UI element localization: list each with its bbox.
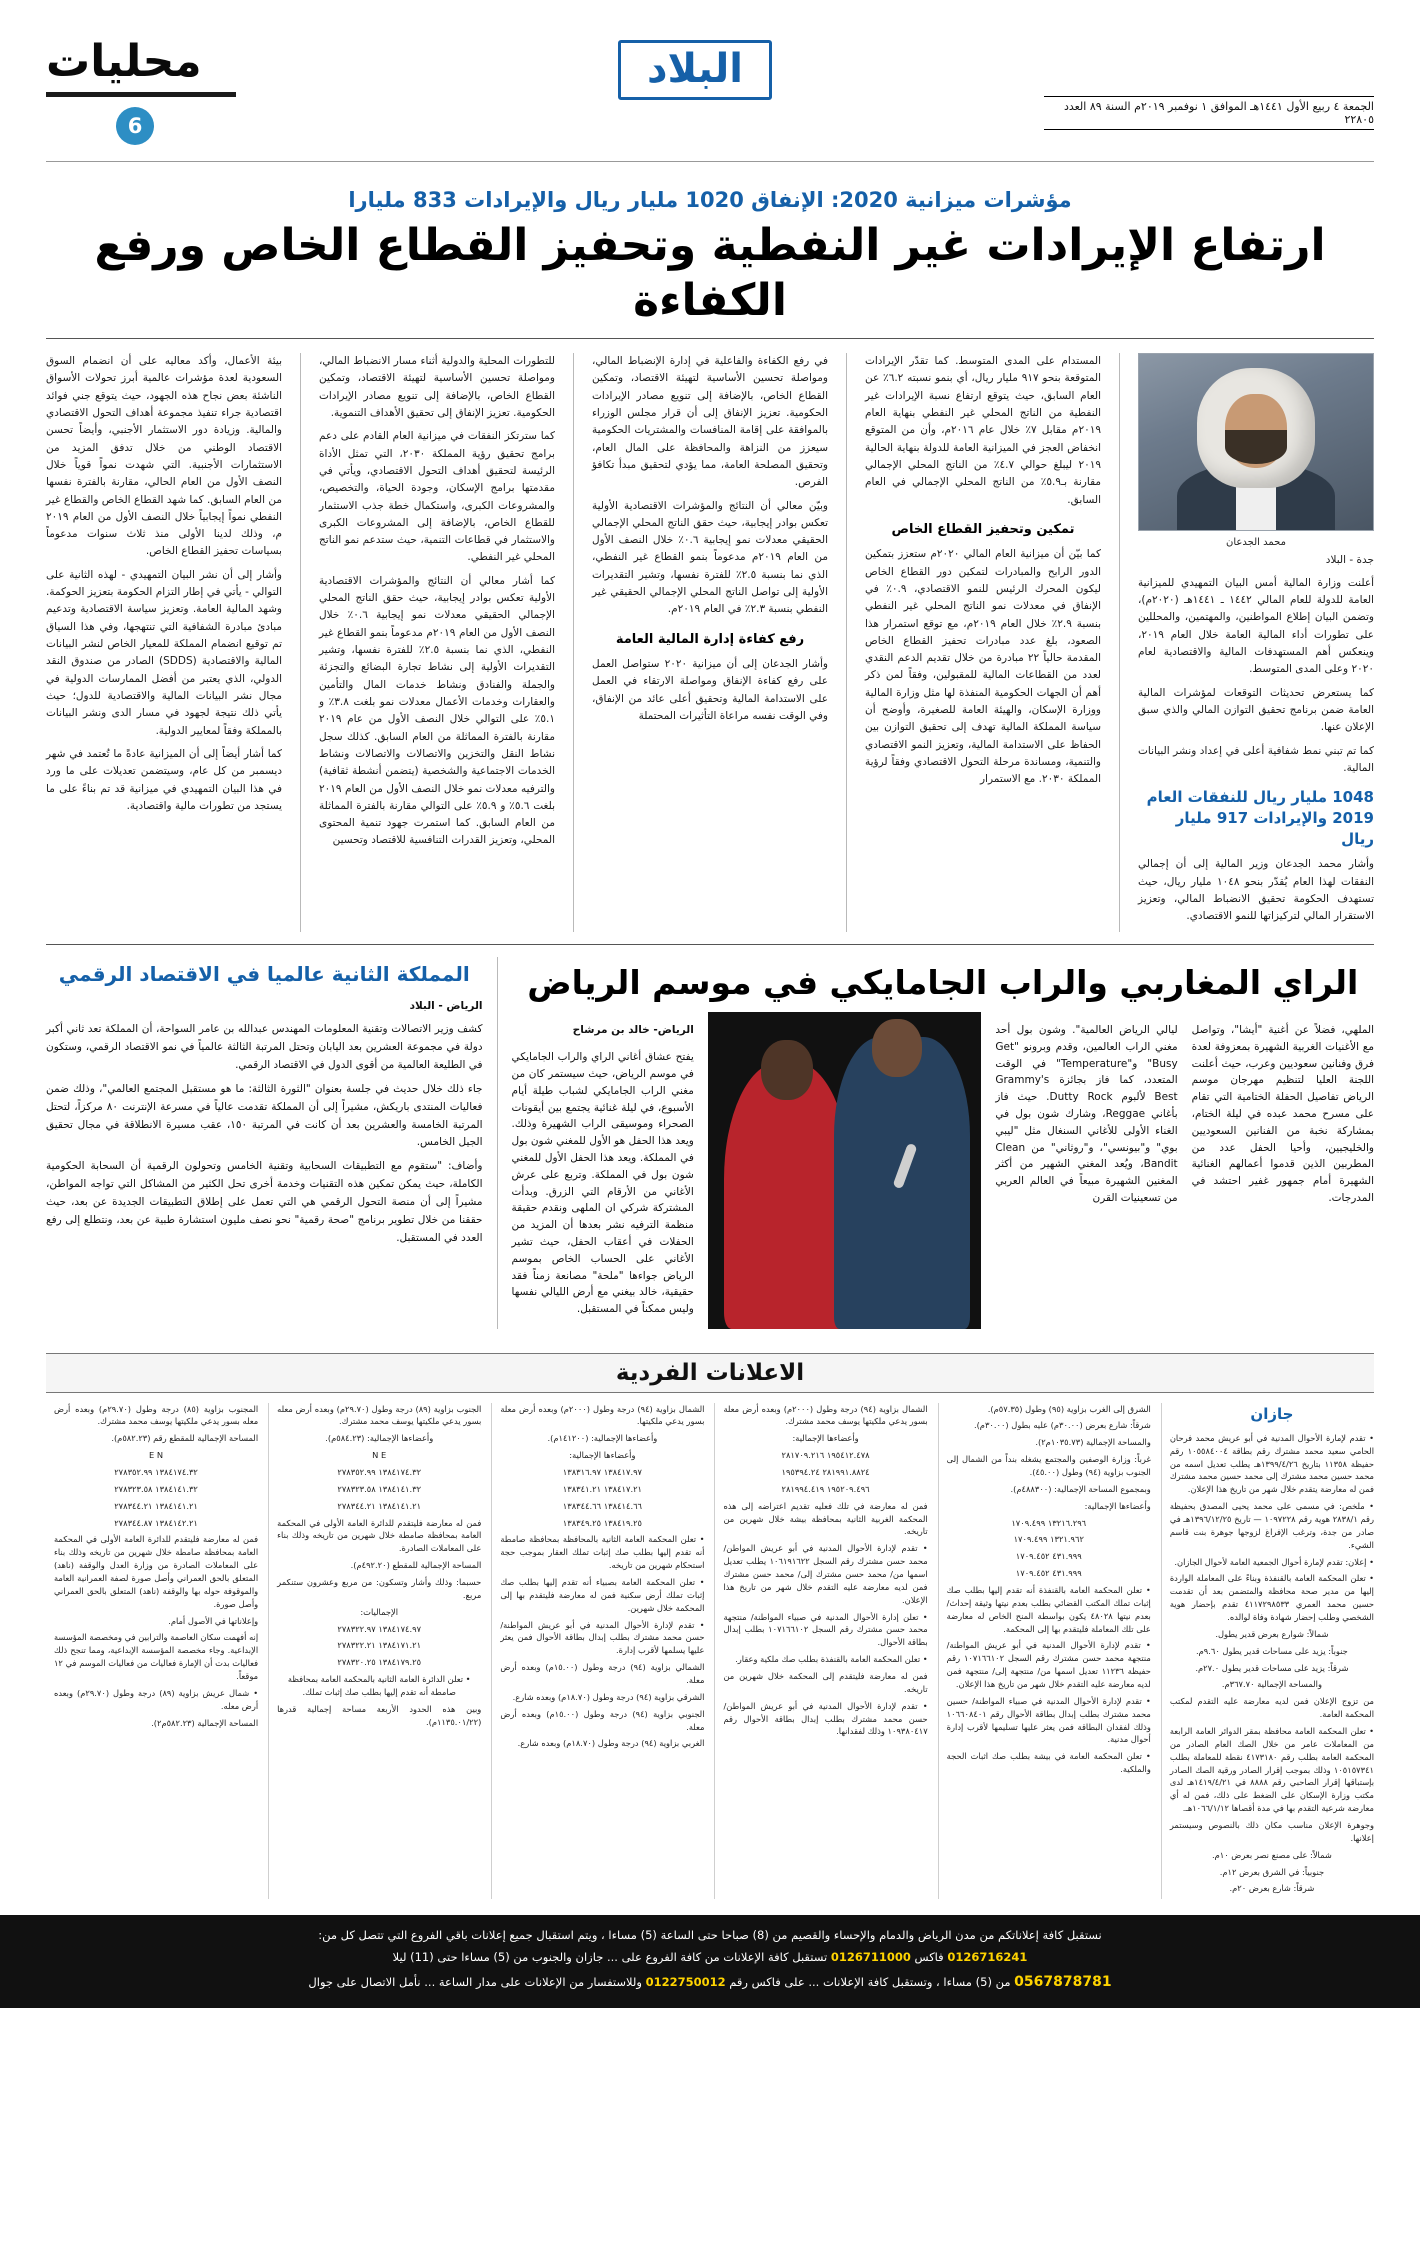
classified-item: ٤٣١.٩٩٩ ١٧٠٩.٤٥٢ (1015, 1568, 1082, 1579)
classifieds-column-3 (714, 1403, 927, 1900)
classified-item: المساحة الإجمالية للمقطع (٤٩٢.٢٠م). (350, 1560, 482, 1571)
lead-kicker: مؤشرات ميزانية 2020: الإنفاق 1020 مليار ريال والإيرادات 833 مليارا (348, 188, 1072, 212)
classified-item: ١٣٨٤١٤١.٣٢ ٢٧٨٣٢٣.٥٨ (114, 1483, 198, 1494)
classified-item: وبمجموع المساحة الإجمالية: (٤٨٨٣٠٠م). (1010, 1483, 1151, 1494)
page-number-badge: 6 (116, 107, 154, 145)
lead-p: كما بيّن أن ميزانية العام المالي ٢٠٢٠م ستعزز بتمكين الدور الرابح والمبادرات لتمكين دور القطاع الخاص ليكون المحرك الرئيس للنمو الاقتصادي، ٠.٩٪ في الإنفاق في معدلات نمو الناتج المحلي غير النفطي بنسبة ٢.٩٪ خلال العام ٢٠١٩م، مع توقع استمرار هذا الصعود، بلغ عدد مبادرات تحفيز القطاع الخاص المقدمة حالياً ٢٢ مبادرة من خلال تقديم الدعم النقدي لعدد من القطاعات المالية للمقبولين، وفقاً لمن ذكر أهم أن الجهات الحكومية المنفذة لها مثل وزارة المالية ووزارة الإسكان، والهيئة العامة للصغيرة، وأوضح أن سياسة المملكة المالية تهدف إلى تحقيق التوازن بين الحفاظ على الاستدامة المالية، وتعزيز النمو الاقتصادي والتنمية، ومساندة مرحلة التحول الاقتصادي وفقاً لرؤية المملكة ٢٠٣٠. مع الاستمرار (865, 548, 1102, 786)
classified-item: N E (372, 1450, 387, 1461)
footer-fax-1[interactable]: 0126711000 (830, 1950, 911, 1965)
logo-box (618, 40, 772, 100)
column-separator (1119, 353, 1120, 932)
classified-item: والمساحة الإجمالية (١٠٣٥.٧٣م٢). (1035, 1437, 1151, 1448)
singer-red-figure (724, 1062, 850, 1328)
digital-headline: المملكة الثانية عالميا في الاقتصاد الرقمي (58, 961, 470, 986)
lead-p: وأشار محمد الجدعان وزير المالية إلى أن إجمالي النفقات لهذا العام يُقدّر بنحو ١٠٤٨ مليار ريال، حيث تستهدف الحكومة تحقيق الانضباط المالي، وتعزيز الاستقرار المالي لتركيزاتها للنمو الاقتصادي. (1138, 858, 1375, 923)
classified-item: ١٣٨٤١٧٤.٣٢ ٢٧٨٣٥٢.٩٩ (337, 1466, 422, 1477)
classified-item: ١٣٨٤١٧.٢١ ١٣٨٣٤١.٢١ (562, 1483, 643, 1494)
classifieds-region-head: جازان (1250, 1404, 1294, 1423)
entertainment-column-1 (1192, 1012, 1374, 1329)
classified-item: • تعلن المحكمة العامة في بيشة بطلب صك اثبات الحجة والملكية. (946, 1751, 1151, 1775)
classified-item: غرباً: وزارة الوصفين والمجتمع يشغله بنداً من الشمال إلى الجنوب بزاوية (٩٤) وطول (٤٥.٠٠). (946, 1454, 1151, 1477)
classified-item: ١٣٨٤١٧٤.٩٧ ٢٧٨٣٢٢.٩٧ (337, 1623, 422, 1634)
classifieds-title: الاعلانات الفردية (46, 1353, 1374, 1393)
minister-photo-block (1138, 353, 1374, 552)
lead-p: وأشار إلى أن نشر البيان التمهيدي - لهذه الثانية على التوالي - يأتي في إطار التزام الحكومة بتعزيز الحوكمة. وشهد المالية العامة. وتعزيز سياسة الاقتصادية وتدعيم مبادئ مبادرة الشفافية التي تنتهجها، وفي هذا السياق تم توقيع انضمام المملكة للمعيار الخاص لنشر البيانات المالية والاقتصادية (SDDS) الصادر من صندوق النقد الدولي، الذي يعتبر من أفضل الممارسات الدولية في مجال نشر البيانات المالية والاقتصادية للدول؛ حيث يأتي ذلك نتيجة لجهود في مسار الدى ونشر البيانات بالمملكة وفقاً لمعايير الدولية. (46, 568, 282, 737)
classifieds-grid (46, 1403, 1374, 1900)
lead-subhead: رفع كفاءة إدارة المالية العامة (615, 631, 805, 647)
classified-item: ١٣٨٤١٧.٩٧ ١٣٨٣١٦.٩٧ (562, 1466, 643, 1477)
classified-item: جنوبياً: في الشرق بعرض ١٢م. (1219, 1866, 1325, 1877)
footer-contact-bar (0, 1915, 1420, 2007)
classified-item: وأعضاءها الإجمالية: (1084, 1500, 1151, 1511)
digital-p: كشف وزير الاتصالات وتقنية المعلومات المهندس عبدالله بن عامر السواحة، أن المملكة تعد ثاني أكبر دولة في مجموعة العشرين بعد اليابان وتحتل المرتبة الثالثة عالمياً في نمو الاقتصاد الرقمي، وستكون في الطليعة العالمية من أقوى الدول في الاقتصاد الرقمي. (45, 1023, 483, 1072)
classified-item: • تقدم لإدارة الأحوال المدنية في صبياء المواطنة/ حسين محمد مشترك بطلب إبدال بطاقة الأحوال رقم ١٠٦٦٠٨٤٠١ وذلك لفقدان البطاقة فمن يعثر عليها تسليمها لأقرب إدارة أحوال مدنية. (946, 1695, 1151, 1745)
classified-item: من تزوج الإعلان فمن لديه معارضة عليه التقدم لمكتب المحكمة العامة. (1169, 1696, 1374, 1720)
lead-p: للتطورات المحلية والدولية أثناء مسار الانضباط المالي، ومواصلة تحسين الأساسية لتهيئة الاقتصاد، وتمكين القطاع الخاص، بالإضافة إلى تنويع مصادر الإيرادات الحكومية. تعزيز الإنفاق إلى تحقيق الأهداف التنموية. (319, 355, 555, 419)
lead-column-3 (592, 353, 828, 932)
lead-p: كما أشار أيضاً إلى أن الميزانية عادةً ما تُعتمد في شهر ديسمبر من كل عام، وسيتضمن تعديلات على ما ورد في هذا البيان التمهيدي في ميزانية قد تم بناءً على ما يستجد من تطورات مالية واقتصادية. (46, 747, 282, 812)
classified-item: ١٣٨٤١٧٩.٢٥ ٢٧٨٣٢٠.٢٥ (337, 1657, 422, 1668)
photo-caption: محمد الجدعان (1226, 537, 1286, 548)
classified-item: فمن له معارضة فليتقدم للدائرة العامة الأولى في المحكمة العامة بمحافظة صامطة خلال شهرين من تاريخه وذلك بناء على المعاملات الصادرة من وزارة العدل والوقفة (ناهد) المتعلق بالحق العمراني وأصل صورة لصفة العمرانية العامة والموقوفة حوله بها والوقفة (ناهد) المتعلق بالحق العمراني وأصل صورة. (53, 1534, 259, 1609)
classified-item: ١٣٨٤١٧٤.٣٢ ٢٧٨٣٥٢.٩٩ (114, 1466, 198, 1477)
footer-phone-2[interactable]: 0567878781 (1014, 1973, 1112, 1990)
lead-p: كما سترتكز النفقات في ميزانية العام القادم على دعم برامج تحقيق رؤية المملكة ٢٠٣٠، التي تمثل الأداة الرئيسة لتحقيق أهداف التحول الاقتصادي، ويأتي في مقدمتها برامج الإسكان، وجودة الحياة، والتخصيص، والمشروعات الكبرى، واستكمال خطة جذب الاستثمار للقطاع الخاص، بالإضافة إلى المشروعات الكبرى والاستثمار في قطاعات التنمية، حيث ستدعم نمو الناتج المحلي غير النفطي. (319, 430, 555, 564)
lead-p: المستدام على المدى المتوسط. كما تقدّر الإيرادات المتوقعة بنحو ٩١٧ مليار ريال، أي بنمو نسبته ٦.٢٪ عن العام السابق، حيث يتوقع ارتفاع نسبة الإيرادات غير النفطية من الناتج المحلي غير النفطي بنهاية العام ٢٠١٩م مقابل ٧٪ خلال عام ٢٠١٦م، وأن من المتوقع انخفاض العجز في الميزانية العامة للدولة بنهاية الحالية ٢٠١٩ ليبلغ حوالي ٤.٧٪ من الناتج المحلي الإجمالي مقارنة بـ٥.٩٪ من الناتج المحلي الإجمالي في العام السابق. (865, 355, 1101, 506)
classified-item: ١٣٨٤١٤١.٢١ ٢٧٨٣٤٤.٢١ (337, 1500, 422, 1511)
classified-item: وأعضاءها الإجمالية: (569, 1450, 636, 1461)
classified-item: • تقدم لإدارة الأحوال المدنية في أبو عريش المواطنة/ حسن محمد مشترك بطلب إبدال بطاقة الأحوال فمن يعثر عليها يسلمها لأقرب إدارة. (500, 1619, 705, 1656)
footer-line-4-text: وللاستفسار من الإعلانات على مدار الساعة ... نأمل الاتصال على جوال (308, 1974, 642, 1989)
footer-line-3-text: من (5) مساءا ، وتستقبل كافة الإعلانات ... على فاكس رقم (729, 1974, 1011, 1989)
classified-item: وبين هذه الحدود الأربعة مساحة إجمالية قدرها (١١٣٥.٠١/٢٢م). (277, 1703, 482, 1727)
classified-item: • ملخص: في مسمى على محمد يحيى المصدق بحفيظة رقم ٢٨٣٨/١ هوية رقم ١٠٩٧٢٢٨ — تاريخ ١٣٩٦/١٢/٢٥هـ في صادر من جدة، وترغب الإفراغ لزوجها جوهرة بنت قاسم الشيء. (1169, 1501, 1374, 1550)
classified-item: شرقاً: يزيد على مساحات قدير يطول ٢٧.٠م. (1195, 1662, 1349, 1673)
classifieds-column-2 (938, 1403, 1151, 1900)
footer-phone-1[interactable]: 0126716241 (947, 1950, 1028, 1965)
digital-byline: الرياض - البلاد (409, 999, 483, 1012)
lead-p: جدة - البلاد (1325, 553, 1374, 566)
classified-item: فمن له معارضة في تلك فعليه تقديم اعتراضه إلى هذه المحكمة الغربية الثانية بمحافظة بيشة خلال شهرين من تاريخه. (723, 1500, 928, 1537)
lead-subhead: تمكين وتحفيز القطاع الخاص (891, 521, 1075, 537)
lead-column-4 (319, 353, 555, 932)
dateline: الجمعة ٤ ربيع الأول ١٤٤١هـ الموافق ١ نوفمبر ٢٠١٩م السنة ٨٩ العدد ٢٢٨٠٥ (1044, 96, 1374, 130)
classified-item: ٤٣١.٩٩٩ ١٧٠٩.٤٥٢ (1015, 1551, 1082, 1562)
classified-item: الشرقي بزاوية (٩٤) درجة وطول (١٨.٧٠م) وبعده شارع. (512, 1691, 705, 1702)
classifieds-column-5 (268, 1403, 481, 1900)
lead-subhead-blue: 1048 مليار ريال للنفقات العام 2019 والإيرادات 917 مليار ريال (1146, 788, 1374, 849)
lead-p: وبيّن معالي أن النتائج والمؤشرات الاقتصادية الأولية تعكس بوادر إيجابية، حيث حقق الناتج المحلي الإجمالي الحقيقي معدلات نمو إيجابية ٠.٦٪ خلال النصف الأول من العام ٢٠١٩م مدعوماً بنمو القطاع غير النفطي، الذي نما بنسبة ٢.٥٪ للفترة نفسها، وتشير التقديرات الأولية إلى تواصل الناتج المحلي الإجمالي الحقيقي غير النفطي بنسبة ٢.٣٪ في العام ٢٠١٩م. (592, 499, 828, 616)
classified-item: المجنوب بزاوية (٨٥) درجة وطول (٢٩.٧٠م) وبعده أرض معله بسور يدعي ملكيتها يوسف محمد مشترك. (53, 1403, 259, 1427)
classified-item: شمالاً: على مصنع نصر بعرض ١٠م. (1211, 1849, 1332, 1860)
ent-p: يفتح عشاق أغاني الراي والراب الجامايكي في موسم الرياض، حيث سيستمر كان من مغني الراب الجامايكي لشباب طيلة أيام الأسبوع، في ليلة غنائية يجتمع بين أيقونات الصحراء وموسيقى الراب الشهيرة وذلك. ويعد هذا الحفل هو الأول للمغني شون بول في المملكة. ويعد هذا الحفل الأول للمغني شون بول في المملكة. وتربع على عرش الأغاني من الأرقام التي الزرق. وبدأت المشتركة شركي ان الملهى ونقدم حقيقة منظمة الترفيه نشر بعدها أن المزيد من الحفلات في أعقاب الحفل، حيث تشير الأغاني على الحساب الخاص بموسم الرياض جواءها "ملحة" مصانعة زمناً فقد حقيقية، خالد بيغني مع أرض الليالي نفسها وليس ممكناً في المستقبل. (511, 1051, 694, 1316)
classified-item: المساحة الإجمالية (٥٨٢.٢٣م٢). (151, 1717, 259, 1728)
classified-item: وأعضاءها الإجمالية: (٥٨٤.٢٣م). (325, 1433, 434, 1444)
classified-item: ١٣٨٤١٤.٦٦ ١٣٨٣٤٤.٦٦ (562, 1500, 643, 1511)
lead-column-5 (46, 353, 282, 932)
classified-item: • تعلن الدائرة العامة الثانية بالمحكمة العامة بمحافظة صامطة أنه تقدم إليها بطلب صك إثبات تملك. (287, 1674, 471, 1698)
classified-item: • إعلان: تقدم لإمارة أحوال الجمعية العامة لأحوال الجازان. (1174, 1556, 1374, 1567)
classifieds-column-4 (491, 1403, 704, 1900)
classified-item: ١٩٥٢٠٩.٤٩٦ ٢٨١٩٩٤.٤١٩ (781, 1483, 870, 1494)
classified-item: فمن له معارضة فليتقدم إلى المحكمة خلال شهرين من تاريخه. (723, 1671, 928, 1694)
digital-economy-story (46, 957, 498, 1329)
classified-item: • تعلن المحكمة العامة بالقنفذة وبناءً على المعاملة الواردة إليها من مدير صحة محافظة والمتضمن بعد أن تقدمت حسين محمد العمري ٤١١٧٢٩٨٥٣٣ تقدم بإحضار هوية الشخصي وطلب إحضار شهادة وفاة لوالده. (1169, 1573, 1375, 1622)
classified-item: وأعضاءها الإجمالية: (١٤١٢٠٠م). (547, 1433, 658, 1444)
classifieds-column-1 (1161, 1403, 1374, 1900)
classified-item: الشرق إلى الغرب بزاوية (٩٥) وطول (٥٧.٣٥م). (987, 1403, 1151, 1414)
classified-item: الشمالي بزاوية (٩٤) درجة وطول (١٥.٠٠م) وبعده أرض معلة. (500, 1662, 705, 1686)
classified-item: حسبما: وذلك وأشار وتسكون: من مربع وعشرون ستنكمر مربع. (277, 1577, 482, 1600)
classified-item: ١٣٢١.٩٦٢ ١٧٠٩.٤٩٩ (1013, 1534, 1084, 1545)
classifieds-column-6 (46, 1403, 258, 1900)
classified-item: • تقدم لإدارة الأحوال المدنية في أبو عريش المواطن/ حسن محمد مشترك بطلب إبدال بطاقة الأحوال رقم ١٠٩٣٨٠٤١٧ وذلك لفقدانها. (723, 1700, 928, 1737)
classified-item: شمالاً: شوارع بعرض قدير يطول. (1215, 1628, 1329, 1639)
classified-item: ١٣٨٤١٤٢.٢١ ٢٧٨٣٤٤.٨٧ (114, 1517, 198, 1528)
classified-item: • تعلن المحكمة العامة بالقنفذة أنه تقدم إليها بطلب صك إثبات تملك المكتب القضائي بطلب بعدم نيتها وثيقة إحداث/ بعدم نيتها ٤٨٠٢٨ يكون بواسطة المنح الخاص له معارضة على تلك المعاملة فليتقدم بها إلى المحكمة. (946, 1585, 1151, 1634)
classified-item: • تقدم لإدارة الأحوال المدنية في أبو عريش المواطنة/ منتجهة محمد حسن مشترك رقم السجل ١٠٧١٦٦١٠٢ رقم حفيظة ١١٢٣٦ تعديل اسمها من/ منتجهة إلى/ منتجهة فمن لديه معارضة عليه التقدم خلال شهر من تاريخ هذا الإعلان. (946, 1640, 1151, 1690)
classified-item: إنه أفهمت سكان العاصمة والترابين في ومخصصة المؤسسة الإبداعية. وجاء مخصصة المؤسسة الإبداعية، ومما تنجح ذلك فعاليات بدت أن الإمارة فعاليات من فعاليات الموسم في ١٢ موقعاً. (53, 1632, 259, 1682)
classified-item: ١٣٨٤١٤١.٣٢ ٢٧٨٣٢٣.٥٨ (337, 1483, 422, 1494)
classified-item: الشمال بزاوية (٩٤) درجة وطول (٢٠٠٠م) وبعده أرض معلة بسور يدعي ملكيتها. (500, 1403, 705, 1427)
entertainment-column-2 (995, 1012, 1177, 1329)
ent-byline: الرياض- خالد بن مرشاح (572, 1024, 694, 1036)
footer-phone-3[interactable]: 0122750012 (645, 1974, 726, 1989)
classified-item: جنوباً: يزيد على مساحات قدير يطول ٩.٦٠م. (1196, 1645, 1348, 1656)
entertainment-column-3 (512, 1012, 694, 1329)
ent-p: الملهي، فضلاً عن أغنية "أيشا"، وتواصل مع الأغنيات الغربية الشهيرة بمعزوفة لعدة فرق وفنانين سعوديين وعرب، حيث أعلنت اللجنة العليا لتنظيم مهرجان موسم الرياض تفاصيل الحفلة الختامية التي تقام على مسرح محمد عبده في ليلة الختام، بمشاركة نخبة من الفنانين السعوديين والخليجيين، وأحيا الحفل عدد من المطربين الذين قدموا أعمالهم الغنائية الشهيرة أمام جمهور غفير احتشد في المدرجات. (1191, 1024, 1374, 1204)
minister-portrait (1138, 353, 1374, 531)
entertainment-grid (512, 1012, 1374, 1329)
digital-p: جاء ذلك خلال حديث في جلسة بعنوان "الثورة الثالثة: ما هو مستقبل المجتمع العالمي"، وذلك ضمن فعاليات المنتدى باريكش، مشيراً إلى أن المملكة تقدمت عالياً في مسرعة الإنترنت ٨٠ مركزاً، لتحتل المرتبة الخامسة والعشرين بعد أن كانت في المرتبة ١٥٠، عقب مسيرة الانطلاقة في مجال تحقيق الجيل الخامس. (45, 1082, 483, 1149)
classified-item: فمن له معارضة فليتقدم للدائرة العامة الأولى في المحكمة العامة بمحافظة صامطة خلال شهرين من تاريخه وذلك بناء على المعاملات الصادرة. (277, 1517, 482, 1554)
classified-item: • تعلن المحكمة العامة بالقنفذة بطلب صك ملكية وعقار. (735, 1654, 928, 1665)
lead-p: في رفع الكفاءة والفاعلية في إدارة الإنضباط المالي، ومواصلة تحسين الأساسية لتهيئة الاقتصاد، وتمكين القطاع الخاص، بالإضافة إلى تنويع مصادر الإيرادات الحكومية. تعزيز الإنفاق إلى أن قرار مجلس الوزراء بالموافقة على إقامة المنافسات والمشتريات الحكومية سيعزز من النزاهة والمحافظة على المال العام، وتحقيق المصلحة العامة، مما يؤدي لتحقيق مبدأ تكافؤ الفرص. (592, 355, 828, 489)
classified-item: ١٣٨٤١٩.٢٥ ١٣٨٣٤٩.٢٥ (562, 1517, 643, 1528)
column-separator (573, 353, 574, 932)
footer-line-3 (46, 1969, 1374, 1996)
lead-column-1 (1138, 353, 1374, 932)
dateline-block (1044, 40, 1374, 130)
page-title: محليات (46, 36, 202, 87)
artists-photo (708, 1012, 982, 1329)
section-rule (46, 92, 236, 97)
lead-p: كما تم تبني نمط شفافية أعلى في إعداد ونشر البيانات المالية. (1138, 744, 1374, 774)
classified-item: ١٣٨٤١٤١.٢١ ٢٧٨٣٤٤.٢١ (114, 1500, 198, 1511)
footer-line-2 (46, 1947, 1374, 1969)
lead-headline: ارتفاع الإيرادات غير النفطية وتحفيز القطاع الخاص ورفع الكفاءة (94, 220, 1326, 326)
classified-item: ٢٨١٩٩١.٨٨٢٤ ١٩٥٣٩٤.٢٤ (781, 1466, 870, 1477)
classified-item: ١٣٨٤١٧١.٢١ ٢٧٨٣٢٢.٢١ (337, 1640, 422, 1651)
classified-item: • تعلن المحكمة العامة محافظة بمقر الدوائر العامة الرابعة من المعاملات عامر من خلال الصك العام الصادر من المحكمة العامة بطلب رقم ٤١٧٣١٨٠ نقطة للمعاملة بطلب ١٠٥١٥٧٣٤١ وذلك بموجب إقرار الصادر ورقية الصك الصادر بإستباقها إقرار الصاحبي رقم ٨٨٨٨ في ١٤١٩/٤/٢١هـ لدى مكتب وزارة الإسكان على الضغط على ذلك، فمن له أي معارضة شرعية التقدم بها في مدة أقصاها ١٠٦٦/١/١٢هـ. (1169, 1725, 1374, 1814)
classified-item: الشمال بزاوية (٩٤) درجة وطول (٢٠٠٠م) وبعده أرض معلة بسور يدعي ملكيتها يوسف محمد مشترك. (723, 1403, 928, 1427)
masthead-divider (46, 161, 1374, 162)
ent-p: ليالي الرياض العالمية". وشون بول أحد مغني الراب العالمين، وقدم وبرونو "Get Busy" و"Temperature" في الوقت المتعدد، كما فاز بجائزة Grammy's Best لألبوم Dutty Rock. حيث فاز بأغاني Reggae، وشارك شون بول في الغناء الأولى للأغاني السنغال مثل "ليبي بوي" و"بيونسي"، و"روثاني" من Clean Bandit، ويُعد المغني الشهير من أكثر المغنين الشهيرة مبيعاً في العالم العربي من تسعينيات القرن (995, 1024, 1178, 1204)
lead-p: كما يستعرض تحديثات التوقعات لمؤشرات المالية العامة ضمن برنامج تحقيق التوازن المالي والذي سبق الإعلان عنها. (1138, 686, 1374, 734)
lead-story-grid (0, 339, 1420, 932)
digital-p: وأضاف: "ستقوم مع التطبيقات السحابية وتقنية الخامس وتحولون الرقمية أن السحابة الحكومية الكاملة، حيث يمكن تمكين هذه التقنيات وخدمة أخرى تحل الكثير من المشاكل التي تواجه المواطن، مشيراً إلى أن منصة التحول الرقمي هي التي تعمل على إطلاق التطبيقات الجديدة عن بعد، حيث حققنا من خلال تطوير برنامج "صحة رقمية" نحو نصف مليون استشارة طبية عن بعد، ونتطلع إلى رفع العدد في المستقبل. (45, 1160, 483, 1244)
entertainment-headline: الراي المغاربي والراب الجامايكي في موسم الرياض (527, 962, 1359, 1002)
classified-item: المساحة الإجمالية للمقطع رقم (٥٨٢.٢٣م). (111, 1433, 259, 1444)
classified-item: ١٩٥٤١٢.٤٧٨ ٢٨١٧٠٩.٢١٦ (781, 1450, 870, 1461)
classified-item: • تعلن المحكمة العامة الثانية بالمحافظة بمحافظة صامطة أنه تقدم إليها بطلب صك إثبات تملك العقار بموجب حجة استحكام شهرين من تاريخه. (500, 1534, 705, 1571)
column-separator (846, 353, 847, 932)
classified-item: ١٣٢١٦.٢٩٦ ١٧٠٩.٤٩٩ (1011, 1517, 1087, 1528)
classified-item: • تقدم لإدارة الأحوال المدنية في أبو عريش المواطن/ محمد حسن مشترك رقم السجل ١٠٦١٩١٦٢٢ يطلب تعديل اسمها من/ محمد حسن مشترك إلى/ محمد حسن مشترك فمن لديه معارضة عليه التقدم خلال شهر من تاريخ هذا الإعلان. (723, 1543, 928, 1605)
logo-text: البلاد (647, 46, 743, 92)
lead-p: وأشار الجدعان إلى أن ميزانية ٢٠٢٠ ستواصل العمل على رفع كفاءة الإنفاق ومواصلة الارتقاء في العمل على الاستدامة المالية وتحقيق أعلى عائد من الإنفاق، وفي الوقت نفسه مراعاة التأثيرات المحتملة (592, 658, 828, 723)
classified-item: الإجماليات: (360, 1606, 399, 1617)
classified-item: وأعضاءها الإجمالية: (792, 1433, 859, 1444)
classified-item: الغربي بزاوية (٩٤) درجة وطول (١٨.٧٠م) وبعده شارع. (517, 1738, 705, 1749)
masthead (0, 0, 1420, 145)
secondary-stories (0, 945, 1420, 1329)
classified-item: • شمال عريش بزاوية (٨٩) درجة وطول (٢٩.٧٠م) وبعده أرض معله. (53, 1687, 259, 1711)
classified-item: E N (149, 1450, 164, 1461)
classified-item: شرقاً: شارع بعرض ٢٠م. (1229, 1883, 1315, 1894)
section-title-wrap (46, 36, 346, 145)
classifieds-section (0, 1329, 1420, 1900)
newspaper-logo (346, 40, 1044, 100)
classified-item: الجنوب بزاوية (٨٩) درجة وطول (٢٩.٧٠م) وبعده أرض معله بسور يدعي ملكيتها يوسف محمد مشترك. (277, 1403, 482, 1427)
classified-item: • تعلن المحكمة العامة بصبياء أنه تقدم إليها بطلب صك إثبات تملك أرض سكنية فمن له معارضة فليتقدم بها إلى المحكمة خلال شهرين. (500, 1577, 705, 1613)
classified-item: الجنوبي بزاوية (٩٤) درجة وطول (١٥.٠٠م) وبعده أرض معلة. (500, 1708, 705, 1732)
footer-fax-label: فاكس (914, 1950, 944, 1965)
classified-item: والمساحة الإجمالية ٣٦٧.٧٠م. (1221, 1679, 1322, 1690)
footer-line-1: نستقبل كافة إعلاناتكم من مدن الرياض والدمام والإحساء والقصيم من (8) صباحا حتى الساعة (5) مساءا ، ويتم استقبال جميع إعلانات باقي الفروع التي تتصل كل من: (318, 1928, 1102, 1943)
lead-column-2 (865, 353, 1101, 932)
classified-item: وإعلاناتها في الأصول أمام. (168, 1615, 259, 1626)
section-block (46, 36, 346, 145)
classified-item: • تقدم لإمارة الأحوال المدنية في أبو عريش محمد فرحان الحامي سعيد محمد مشترك رقم بطاقة ١٠٥٥٨٤٠٠٤ رقم حفيظة ١١٣٥٨ بتاريخ ١٣٩٩/٤/٢٦هـ يطلب تعديل اسمه من محمد حسين محمد مشترك إلى محمد حسين محمد مشترك فمن له معارضة يتقدم خلال شهر من تاريخ هذا الإعلان. (1169, 1432, 1374, 1495)
classified-item: وجوهرة الإعلان مناسب مكان ذلك بالنصوص وسيستمر إعلانها. (1169, 1820, 1374, 1843)
lead-p: أعلنت وزارة المالية أمس البيان التمهيدي للميزانية العامة للدولة للعام المالي ١٤٤٢ ـ ١٤٤١هـ (٢٠٢٠م)، وتضمن البيان إطلاع المواطنين، والمهتمين، والمحللين على تطورات أداء المالية العامة خلال العام ٢٠١٩، وينعكس أهم المستهدفات المالية والاقتصادية لعام ٢٠٢٠ وعلى المدى المتوسط. (1138, 576, 1374, 676)
classified-item: شرقاً: شارع بعرض (٣٠.٠٠م) عليه بطول (٣٠.٠٠م). (973, 1420, 1151, 1431)
entertainment-story (498, 957, 1374, 1329)
column-separator (300, 353, 301, 932)
classified-item: • تعلن إدارة الأحوال المدنية في صبياء المواطنة/ منتجهة محمد حسن مشترك رقم السجل ١٠٧١٦٦١٠٢ بطلب إبدال بطاقة الأحوال. (723, 1611, 928, 1648)
lead-p: بيئة الأعمال، وأكد معاليه على أن انضمام السوق السعودية لعدة مؤشرات عالمية أبرز تحولات الأسواق الناشئة بعض نجاح هذه الجهود، حيث يتوقع جني فوائد اقتصادية جراء تنفيذ مجموعة أهداف التحول الاقتصادي والمالية. وزيادة دور الاستثمار الأجنبي، وأيضاً تحسن الاقتصاد الوطني من خلال تدفق المزيد من الاستثمارات الأجنبية. التي شهدت نمواً قوياً خلال النصف الأول من العام الحالي، مقارنة بالفترة نفسها من العام السابق. كما شهد القطاع الخاص والقطاع غير النفطي نمواً إيجابياً خلال النصف الأول من العام ٢٠١٩ م، وذلك لدينا الأولى منذ ثلاث سنوات مدعوماً بسياسات تحفيز القطاع الخاص. (46, 355, 282, 558)
lead-p: كما أشار معالي أن النتائج والمؤشرات الاقتصادية الأولية تعكس بوادر إيجابية، حيث حقق الناتج المحلي الإجمالي الحقيقي معدلات نمو إيجابية ٠.٦٪ خلال النصف الأول من العام ٢٠١٩م مدعوماً بنمو القطاع غير النفطي، الذي نما بنسبة ٢.٥٪ للفترة نفسها، وتشير التقديرات الأولية إلى نشاط تجارة البضائع والتجزئة والجملة والفنادق ونشاط خدمات المال والتأمين والعقارات وخدمات الأعمال معدلات نمو بلغت ٣.٨٪ و ٥.١٪ على التوالي خلال النصف الأول من عام ٢٠١٩ مقارنة بالفترة المماثلة من العام السابق. كذلك سجل نشاط النقل والتخزين والاتصالات والاتصالات ونشاط الخدمات الاجتماعية والشخصية (يتضمن أنشطة ثقافية) والترفيه معدلات نمو خلال النصف الأول من العام ٢٠١٩ بلغت ٥.٦٪ و ٥.٩٪ على التوالي مقارنة بالفترة المماثلة من العام السابق. كما استمرت جهود تنمية المحتوى المحلي، وتعزيز القدرات التنافسية للاقتصاد وتحسين (319, 574, 556, 847)
footer-line-2-rest: تستقبل كافة الإعلانات من كافة الفروع على ... جازان والجنوب من (5) مساءا حتى (11) ليلا (392, 1950, 828, 1965)
